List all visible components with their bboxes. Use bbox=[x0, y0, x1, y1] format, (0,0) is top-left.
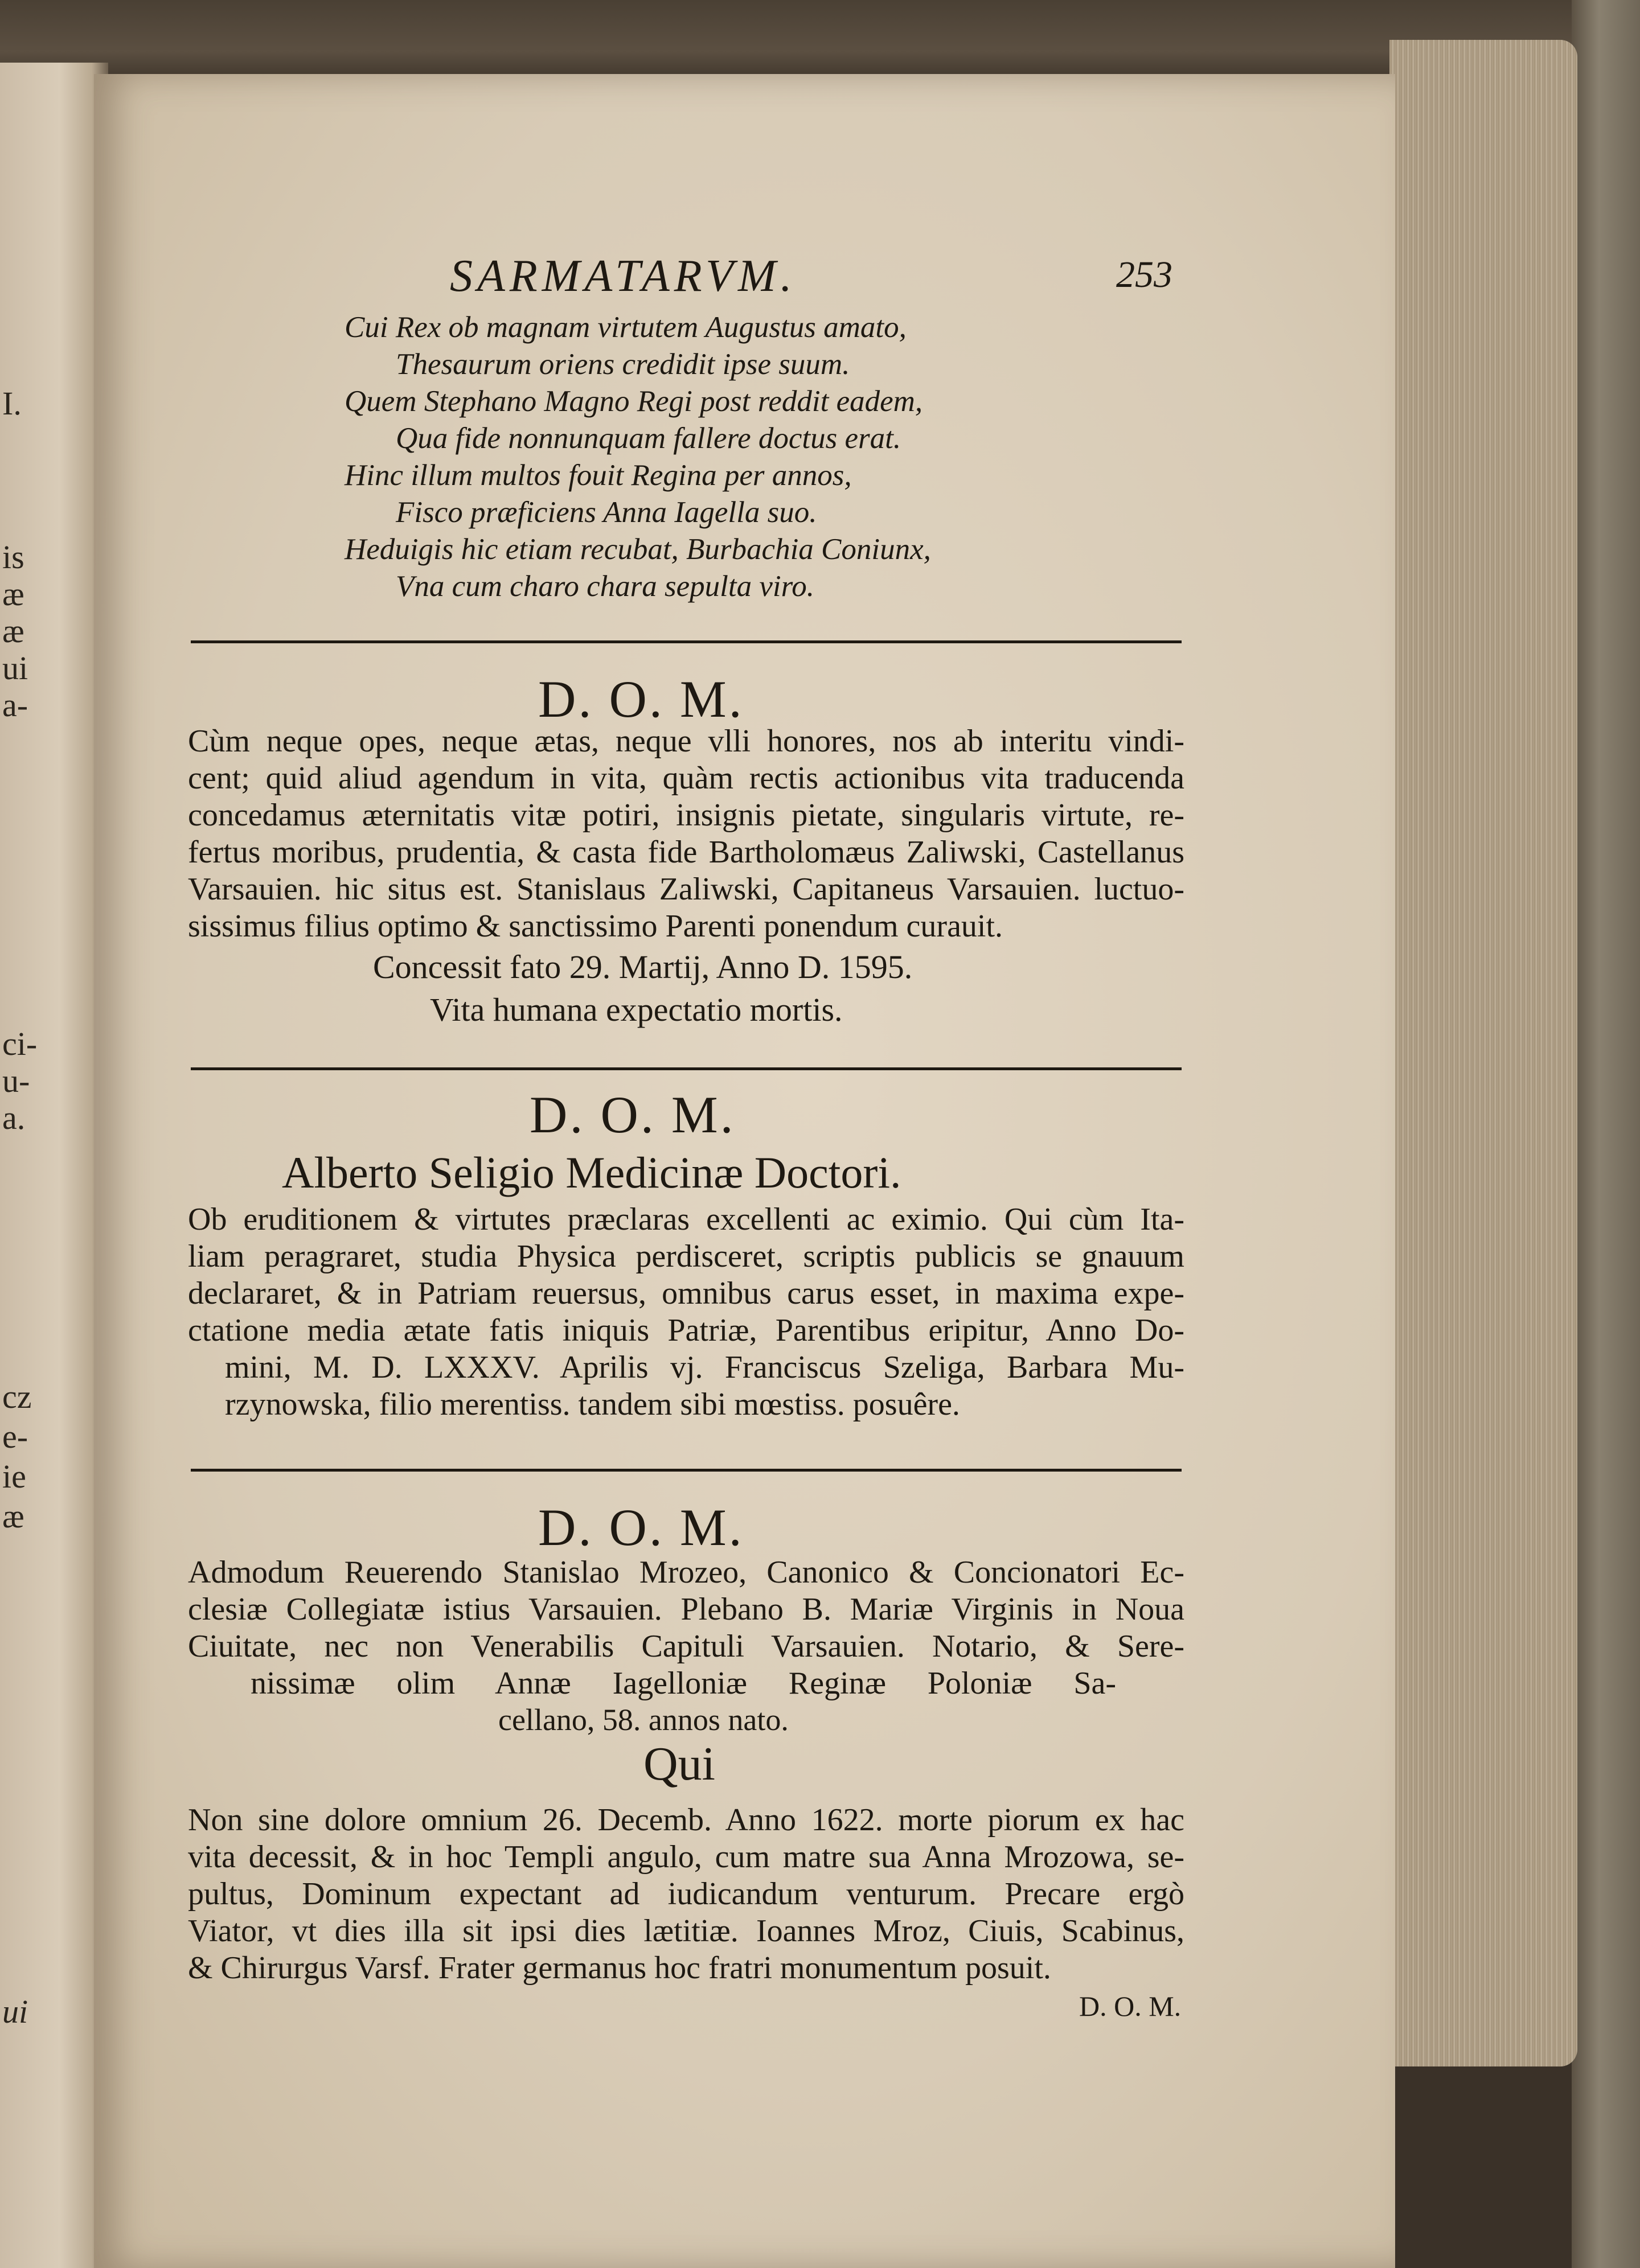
left-fragment: u- bbox=[2, 1062, 30, 1099]
age-line: cellano, 58. annos nato. bbox=[498, 1703, 789, 1737]
poem-line: Vna cum charo chara sepulta viro. bbox=[396, 570, 815, 603]
left-fragment: ui bbox=[2, 1993, 28, 2030]
left-fragment: I. bbox=[2, 385, 22, 422]
inscription-line: fertus moribus, prudentia, & casta fide Bartholomæus Zaliwski, Castellanus bbox=[188, 835, 1184, 870]
poem-line: Cui Rex ob magnam virtutem Augustus amato, bbox=[345, 311, 907, 344]
motto-line: Vita humana expectatio mortis. bbox=[430, 991, 843, 1028]
running-head: SARMATARVM. bbox=[450, 251, 797, 301]
section-rule bbox=[191, 1469, 1182, 1472]
inscription-line: sissimus filius optimo & sanctissimo Parenti ponendum curauit. bbox=[188, 909, 1003, 944]
section-rule bbox=[191, 640, 1182, 643]
poem-line: Thesaurum oriens credidit ipse suum. bbox=[396, 348, 850, 381]
inscription-subheading: Alberto Seligio Medicinæ Doctori. bbox=[282, 1148, 901, 1197]
inscription-line: & Chirurgus Varsf. Frater germanus hoc fratri monumentum posuit. bbox=[188, 1950, 1051, 1986]
poem-line: Fisco præficiens Anna Iagella suo. bbox=[396, 496, 817, 529]
inscription-line: Ciuitate, nec non Venerabilis Capituli Varsauien. Notario, & Sere- bbox=[188, 1629, 1184, 1664]
inscription-line: Viator, vt dies illa sit ipsi dies lætitiæ. Ioannes Mroz, Ciuis, Scabinus, bbox=[188, 1913, 1184, 1949]
left-fragment: ie bbox=[2, 1458, 26, 1495]
left-fragment: æ bbox=[2, 1498, 24, 1535]
inscription-line: pultus, Dominum expectant ad iudicandum venturum. Precare ergò bbox=[188, 1876, 1184, 1912]
inscription-line: Ob eruditionem & virtutes præclaras excellenti ac eximio. Qui cùm Ita- bbox=[188, 1202, 1184, 1237]
inscription-line: mini, M. D. LXXXV. Aprilis vj. Franciscus Szeliga, Barbara Mu- bbox=[225, 1350, 1184, 1385]
inscription-line: declararet, & in Patriam reuersus, omnibus carus esset, in maxima expe- bbox=[188, 1276, 1184, 1311]
dom-heading: D. O. M. bbox=[530, 1086, 736, 1144]
section-rule bbox=[191, 1067, 1182, 1070]
poem-line: Qua fide nonnunquam fallere doctus erat. bbox=[396, 422, 901, 455]
left-fragment: e- bbox=[2, 1418, 28, 1455]
inscription-line: vita decessit, & in hoc Templi angulo, cum matre sua Anna Mrozowa, se- bbox=[188, 1839, 1184, 1875]
left-page-margin bbox=[0, 63, 108, 2268]
left-fragment: a- bbox=[2, 687, 28, 724]
inscription-line: Cùm neque opes, neque ætas, neque vlli honores, nos ab interitu vindi- bbox=[188, 724, 1184, 759]
inscription-line: rzynowska, filio merentiss. tandem sibi mœstiss. posuêre. bbox=[225, 1387, 960, 1422]
dom-heading: D. O. M. bbox=[538, 670, 744, 728]
inscription-line: clesiæ Collegiatæ istius Varsauien. Plebano B. Mariæ Virginis in Noua bbox=[188, 1592, 1184, 1627]
poem-line: Hinc illum multos fouit Regina per annos, bbox=[345, 459, 852, 492]
left-fragment: is bbox=[2, 539, 24, 576]
page-edges bbox=[1389, 40, 1577, 2066]
inscription-line: Varsauien. hic situs est. Stanislaus Zaliwski, Capitaneus Varsauien. luctuo- bbox=[188, 872, 1184, 907]
closing-dom: D. O. M. bbox=[1079, 1990, 1182, 2022]
qui-heading: Qui bbox=[643, 1737, 715, 1790]
poem-line: Quem Stephano Magno Regi post reddit eadem, bbox=[345, 385, 923, 418]
book-cover-edge bbox=[1572, 0, 1640, 2268]
page-number: 253 bbox=[1116, 254, 1172, 295]
left-fragment: cz bbox=[2, 1378, 32, 1415]
inscription-line: nissimæ olim Annæ Iagelloniæ Reginæ Poloniæ Sa- bbox=[251, 1666, 1116, 1701]
dom-heading: D. O. M. bbox=[538, 1498, 744, 1556]
inscription-line: Non sine dolore omnium 26. Decemb. Anno 1622. morte piorum ex hac bbox=[188, 1802, 1184, 1838]
left-fragment: ci- bbox=[2, 1025, 38, 1062]
inscription-line: Admodum Reuerendo Stanislao Mrozeo, Canonico & Concionatori Ec- bbox=[188, 1555, 1184, 1590]
poem-line: Heduigis hic etiam recubat, Burbachia Coniunx, bbox=[345, 533, 931, 566]
left-fragment: a. bbox=[2, 1099, 26, 1136]
left-fragment: æ bbox=[2, 613, 24, 650]
inscription-line: cent; quid aliud agendum in vita, quàm rectis actionibus vita traducenda bbox=[188, 761, 1184, 796]
death-date-line: Concessit fato 29. Martij, Anno D. 1595. bbox=[373, 948, 913, 985]
left-fragment: ui bbox=[2, 650, 28, 687]
inscription-line: liam peragraret, studia Physica perdisceret, scriptis publicis se gnauum bbox=[188, 1239, 1184, 1274]
inscription-line: concedamus æternitatis vitæ potiri, insignis pietate, singularis virtute, re- bbox=[188, 798, 1184, 833]
left-fragment: æ bbox=[2, 576, 24, 613]
inscription-line: ctatione media ætate fatis iniquis Patriæ, Parentibus eripitur, Anno Do- bbox=[188, 1313, 1184, 1348]
